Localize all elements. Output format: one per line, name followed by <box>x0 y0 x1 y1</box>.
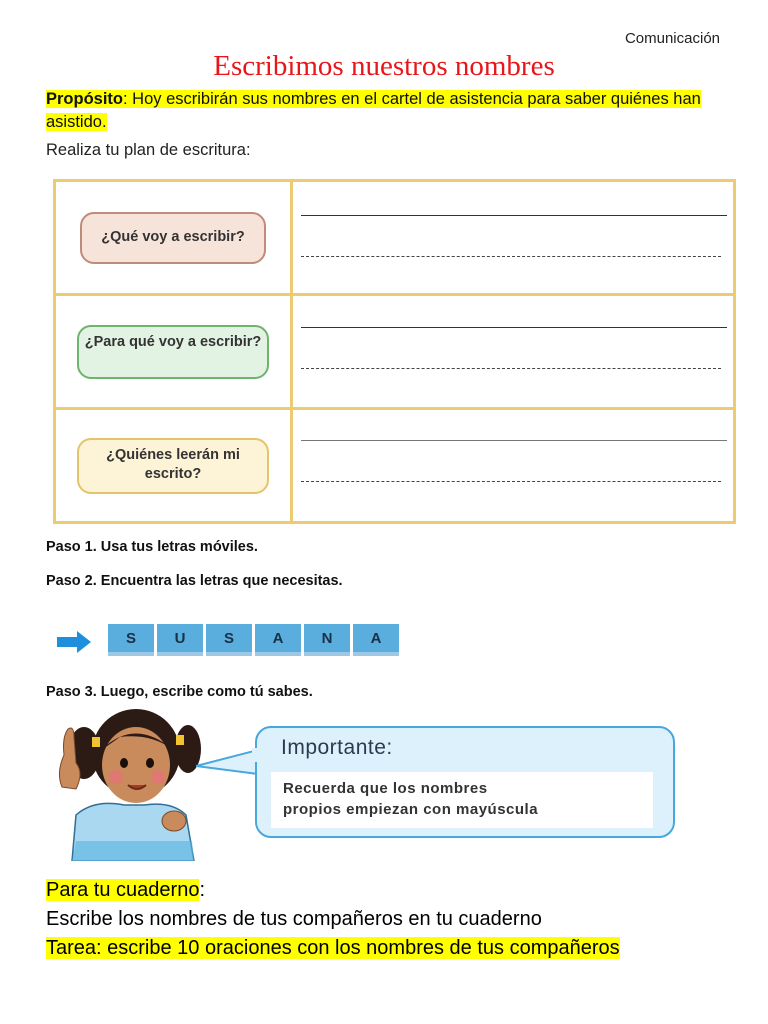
letter-tile: A <box>353 624 399 656</box>
answer-cell-what[interactable] <box>292 181 735 295</box>
question-cell <box>55 409 292 523</box>
homework-task: Tarea: escribe 10 oraciones con los nombres de tus compañeros <box>46 937 620 959</box>
question-cell <box>55 181 292 295</box>
girl-illustration <box>54 703 204 861</box>
question-what: ¿Qué voy a escribir? <box>80 212 266 264</box>
speech-bubble-tail <box>196 748 258 776</box>
bubble-tail-mask <box>252 726 276 766</box>
answer-line <box>301 327 727 328</box>
letter-tile: S <box>206 624 252 656</box>
important-title: Importante: <box>281 736 393 759</box>
arrow-right-icon <box>57 631 91 653</box>
homework-label: Para tu cuaderno <box>46 879 200 901</box>
purpose-label: Propósito <box>46 90 123 108</box>
letter-tile: A <box>255 624 301 656</box>
letter-tile: N <box>304 624 350 656</box>
movable-letters <box>108 624 399 656</box>
page-title: Escribimos nuestros nombres <box>213 50 555 82</box>
homework-colon: : <box>199 879 205 901</box>
plan-row-what <box>55 181 735 295</box>
letter-tile: U <box>157 624 203 656</box>
homework-line-1: Escribe los nombres de tus compañeros en tu cuaderno <box>46 908 542 930</box>
step-2: Paso 2. Encuentra las letras que necesitas. <box>46 573 343 589</box>
important-line-1: Recuerda que los nombres <box>283 780 488 797</box>
answer-cell-why[interactable] <box>292 295 735 409</box>
step-3: Paso 3. Luego, escribe como tú sabes. <box>46 684 313 700</box>
letter-tile: S <box>108 624 154 656</box>
question-who: ¿Quiénes leerán mi escrito? <box>77 438 269 494</box>
answer-line <box>301 440 727 441</box>
important-line-2: propios empiezan con mayúscula <box>283 801 539 818</box>
answer-line <box>301 215 727 216</box>
answer-cell-who[interactable] <box>292 409 735 523</box>
homework-line-2 <box>46 934 620 962</box>
plan-row-who <box>55 409 735 523</box>
purpose-text: : Hoy escribirán sus nombres en el cartel de asistencia para saber quiénes han asistido. <box>46 90 701 131</box>
answer-dashed-line <box>301 256 721 257</box>
homework-heading <box>46 876 205 904</box>
plan-row-why <box>55 295 735 409</box>
question-cell <box>55 295 292 409</box>
answer-dashed-line <box>301 368 721 369</box>
plan-intro: Realiza tu plan de escritura: <box>46 141 251 159</box>
important-note-bubble <box>255 726 675 838</box>
important-message <box>271 772 653 828</box>
purpose-paragraph <box>46 88 706 134</box>
answer-dashed-line <box>301 481 721 482</box>
step-1: Paso 1. Usa tus letras móviles. <box>46 539 258 555</box>
subject-label: Comunicación <box>624 30 720 47</box>
writing-plan-table <box>53 179 736 524</box>
question-why: ¿Para qué voy a escribir? <box>77 325 269 379</box>
